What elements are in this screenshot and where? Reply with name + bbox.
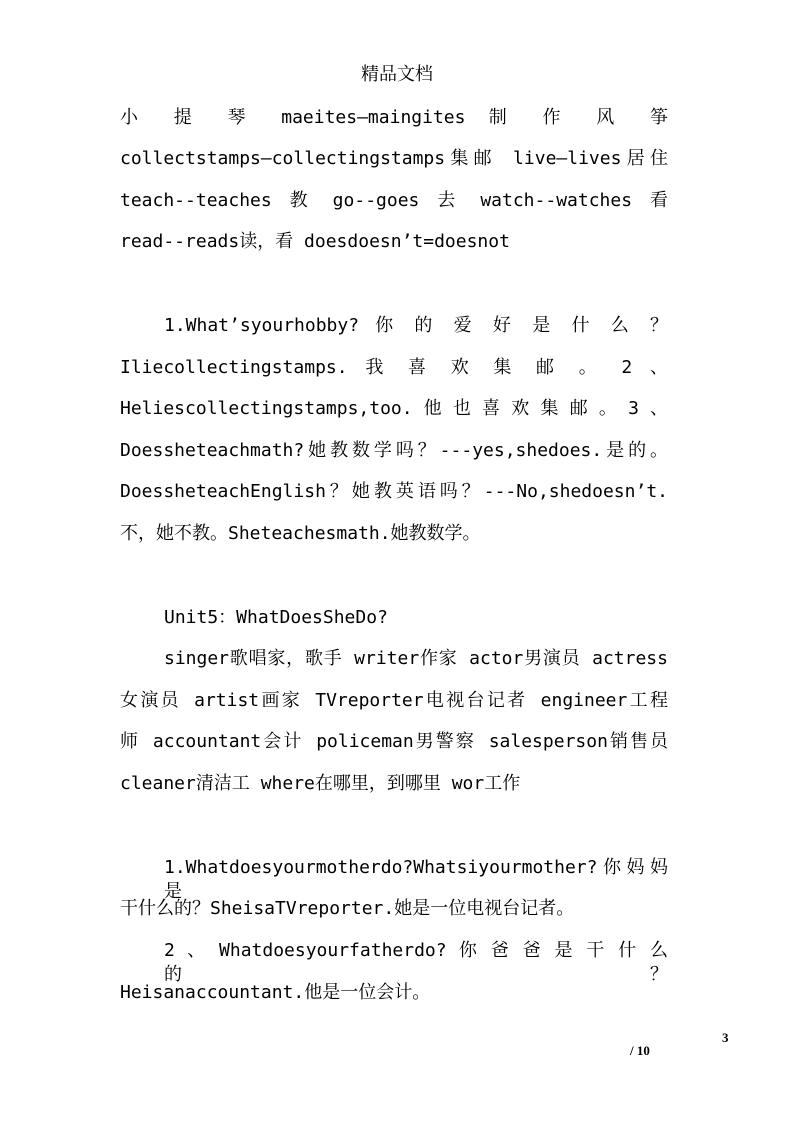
text-line: read--reads读，看 doesdoesn’t=doesnot	[120, 231, 510, 252]
text-line: 师 accountant会计 policeman男警察 salesperson销售员	[120, 731, 668, 752]
text-line: 不，她不教。Sheteachesmath.她教数学。	[120, 523, 481, 544]
section-heading: Unit5：WhatDoesSheDo?	[164, 607, 388, 628]
text-line: 女演员 artist画家 TVreporter电视台记者 engineer工程	[120, 690, 668, 711]
page-header: 精品文档	[361, 64, 433, 85]
text-line: 小 提 琴 maeites—maingites 制 作 风 筝	[120, 107, 668, 128]
text-line: Heisanaccountant.他是一位会计。	[120, 982, 431, 1003]
page-total: / 10	[630, 1043, 650, 1058]
text-line: DoessheteachEnglish？她教英语吗？---No,shedoesn’t.	[120, 481, 668, 502]
text-line: Doessheteachmath?她教数学吗？---yes,shedoes.是的。	[120, 440, 668, 461]
text-line: 2 、 Whatdoesyourfatherdo? 你 爸 爸 是 干 什 么 的 ？	[164, 940, 668, 985]
page-number: 3	[722, 1030, 729, 1045]
text-line: 干什么的？SheisaTVreporter.她是一位电视台记者。	[120, 898, 575, 919]
text-line: collectstamps—collectingstamps集邮 live–lives居住	[120, 148, 668, 169]
text-line: teach--teaches 教 go--goes 去 watch--watches 看	[120, 190, 668, 211]
text-line: Heliescollectingstamps,too. 他 也 喜 欢 集 邮 。 3 、	[120, 398, 668, 419]
text-line: singer歌唱家，歌手 writer作家 actor男演员 actress	[164, 648, 668, 669]
text-line: 1.What’syourhobby? 你 的 爱 好 是 什 么 ？	[164, 315, 668, 336]
text-line: cleaner清洁工 where在哪里，到哪里 wor工作	[120, 773, 521, 794]
text-line: Iliecollectingstamps. 我 喜 欢 集 邮 。 2 、	[120, 357, 668, 378]
text-line: 1.Whatdoesyourmotherdo?Whatsiyourmother?你妈妈是	[164, 857, 668, 902]
